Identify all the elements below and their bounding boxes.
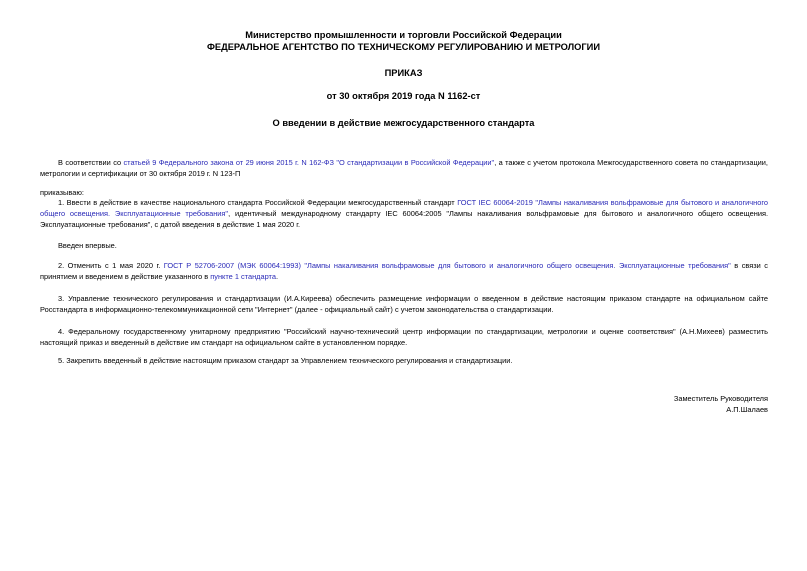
- item-2-paragraph: [40, 260, 768, 282]
- intro-text-pre: В соответствии со: [58, 158, 124, 167]
- subject-heading: О введении в действие межгосударственного стандарта: [272, 118, 535, 128]
- item-5-paragraph: 5. Закрепить введенный в действие настоящим приказом стандарт за Управлением технического регулирования и стандартизации.: [58, 356, 513, 365]
- item-1-note: Введен впервые.: [58, 241, 117, 250]
- law-link[interactable]: статьей 9 Федерального закона от 29 июня 2015 г. N 162-ФЗ "О стандартизации в Российской Федерации": [123, 158, 495, 167]
- ordered-text: приказываю:: [40, 188, 84, 197]
- signature-name: А.П.Шалаев: [726, 405, 768, 414]
- item-1-text-post: , идентичный международному стандарту IEC 60064:2005 "Лампы накаливания вольфрамовые для бытового и аналогичного общего освещения. Эксплуатационные требования", с датой введения в действие 1 мая 2020 г.: [40, 209, 769, 229]
- gost-r-link[interactable]: ГОСТ Р 52706-2007 (МЭК 60064:1993) "Лампы накаливания вольфрамовые для бытового и аналогичного общего освещения. Эксплуатационные требования": [163, 261, 731, 270]
- item-1-ref-link[interactable]: пункте 1 стандарта: [210, 272, 276, 281]
- agency-heading: ФЕДЕРАЛЬНОЕ АГЕНТСТВО ПО ТЕХНИЧЕСКОМУ РЕГУЛИРОВАНИЮ И МЕТРОЛОГИИ: [206, 42, 601, 52]
- item-4-paragraph: 4. Федеральному государственному унитарному предприятию "Российский научно-технический центр информации по стандартизации, метрологии и оценке соответствия" (А.Н.Михеев) разместить настоящий приказ и введенный в действие им стандарт на официальном сайте в установленном порядке.: [40, 327, 768, 347]
- date-number-heading: от 30 октября 2019 года N 1162-ст: [326, 91, 481, 101]
- item-1-paragraph: [40, 197, 768, 230]
- item-3-paragraph: 3. Управление технического регулирования и стандартизации (И.А.Киреева) обеспечить размещение информации о введенном в действие настоящим приказом стандарте на официальном сайте Росстандарта в информационно-телекоммуникационной сети "Интернет" (далее - официальный сайт) с учетом законодательства о стандартизации.: [40, 294, 768, 314]
- ministry-heading: Министерство промышленности и торговли Российской Федерации: [245, 30, 562, 40]
- item-2-text-pre: 2. Отменить с 1 мая 2020 г.: [58, 261, 164, 270]
- doc-type-heading: ПРИКАЗ: [384, 68, 423, 78]
- item-1-text-pre: 1. Ввести в действие в качестве национального стандарта Российской Федерации межгосударственный стандарт: [58, 198, 458, 207]
- item-2-text-mid: в связи с принятием и введением в действие указанного в: [40, 261, 768, 281]
- intro-text-post: , а также с учетом протокола Межгосударственного совета по стандартизации, метрологии и сертификации от 30 октября 2019 г. N 123-П: [40, 158, 768, 178]
- item-2-text-post: .: [275, 272, 279, 281]
- gost-iec-link[interactable]: ГОСТ IEC 60064-2019 "Лампы накаливания вольфрамовые для бытового и аналогичного общего освещения. Эксплуатационные требования": [40, 198, 768, 218]
- intro-paragraph: [40, 157, 768, 179]
- signature-title: Заместитель Руководителя: [673, 394, 768, 403]
